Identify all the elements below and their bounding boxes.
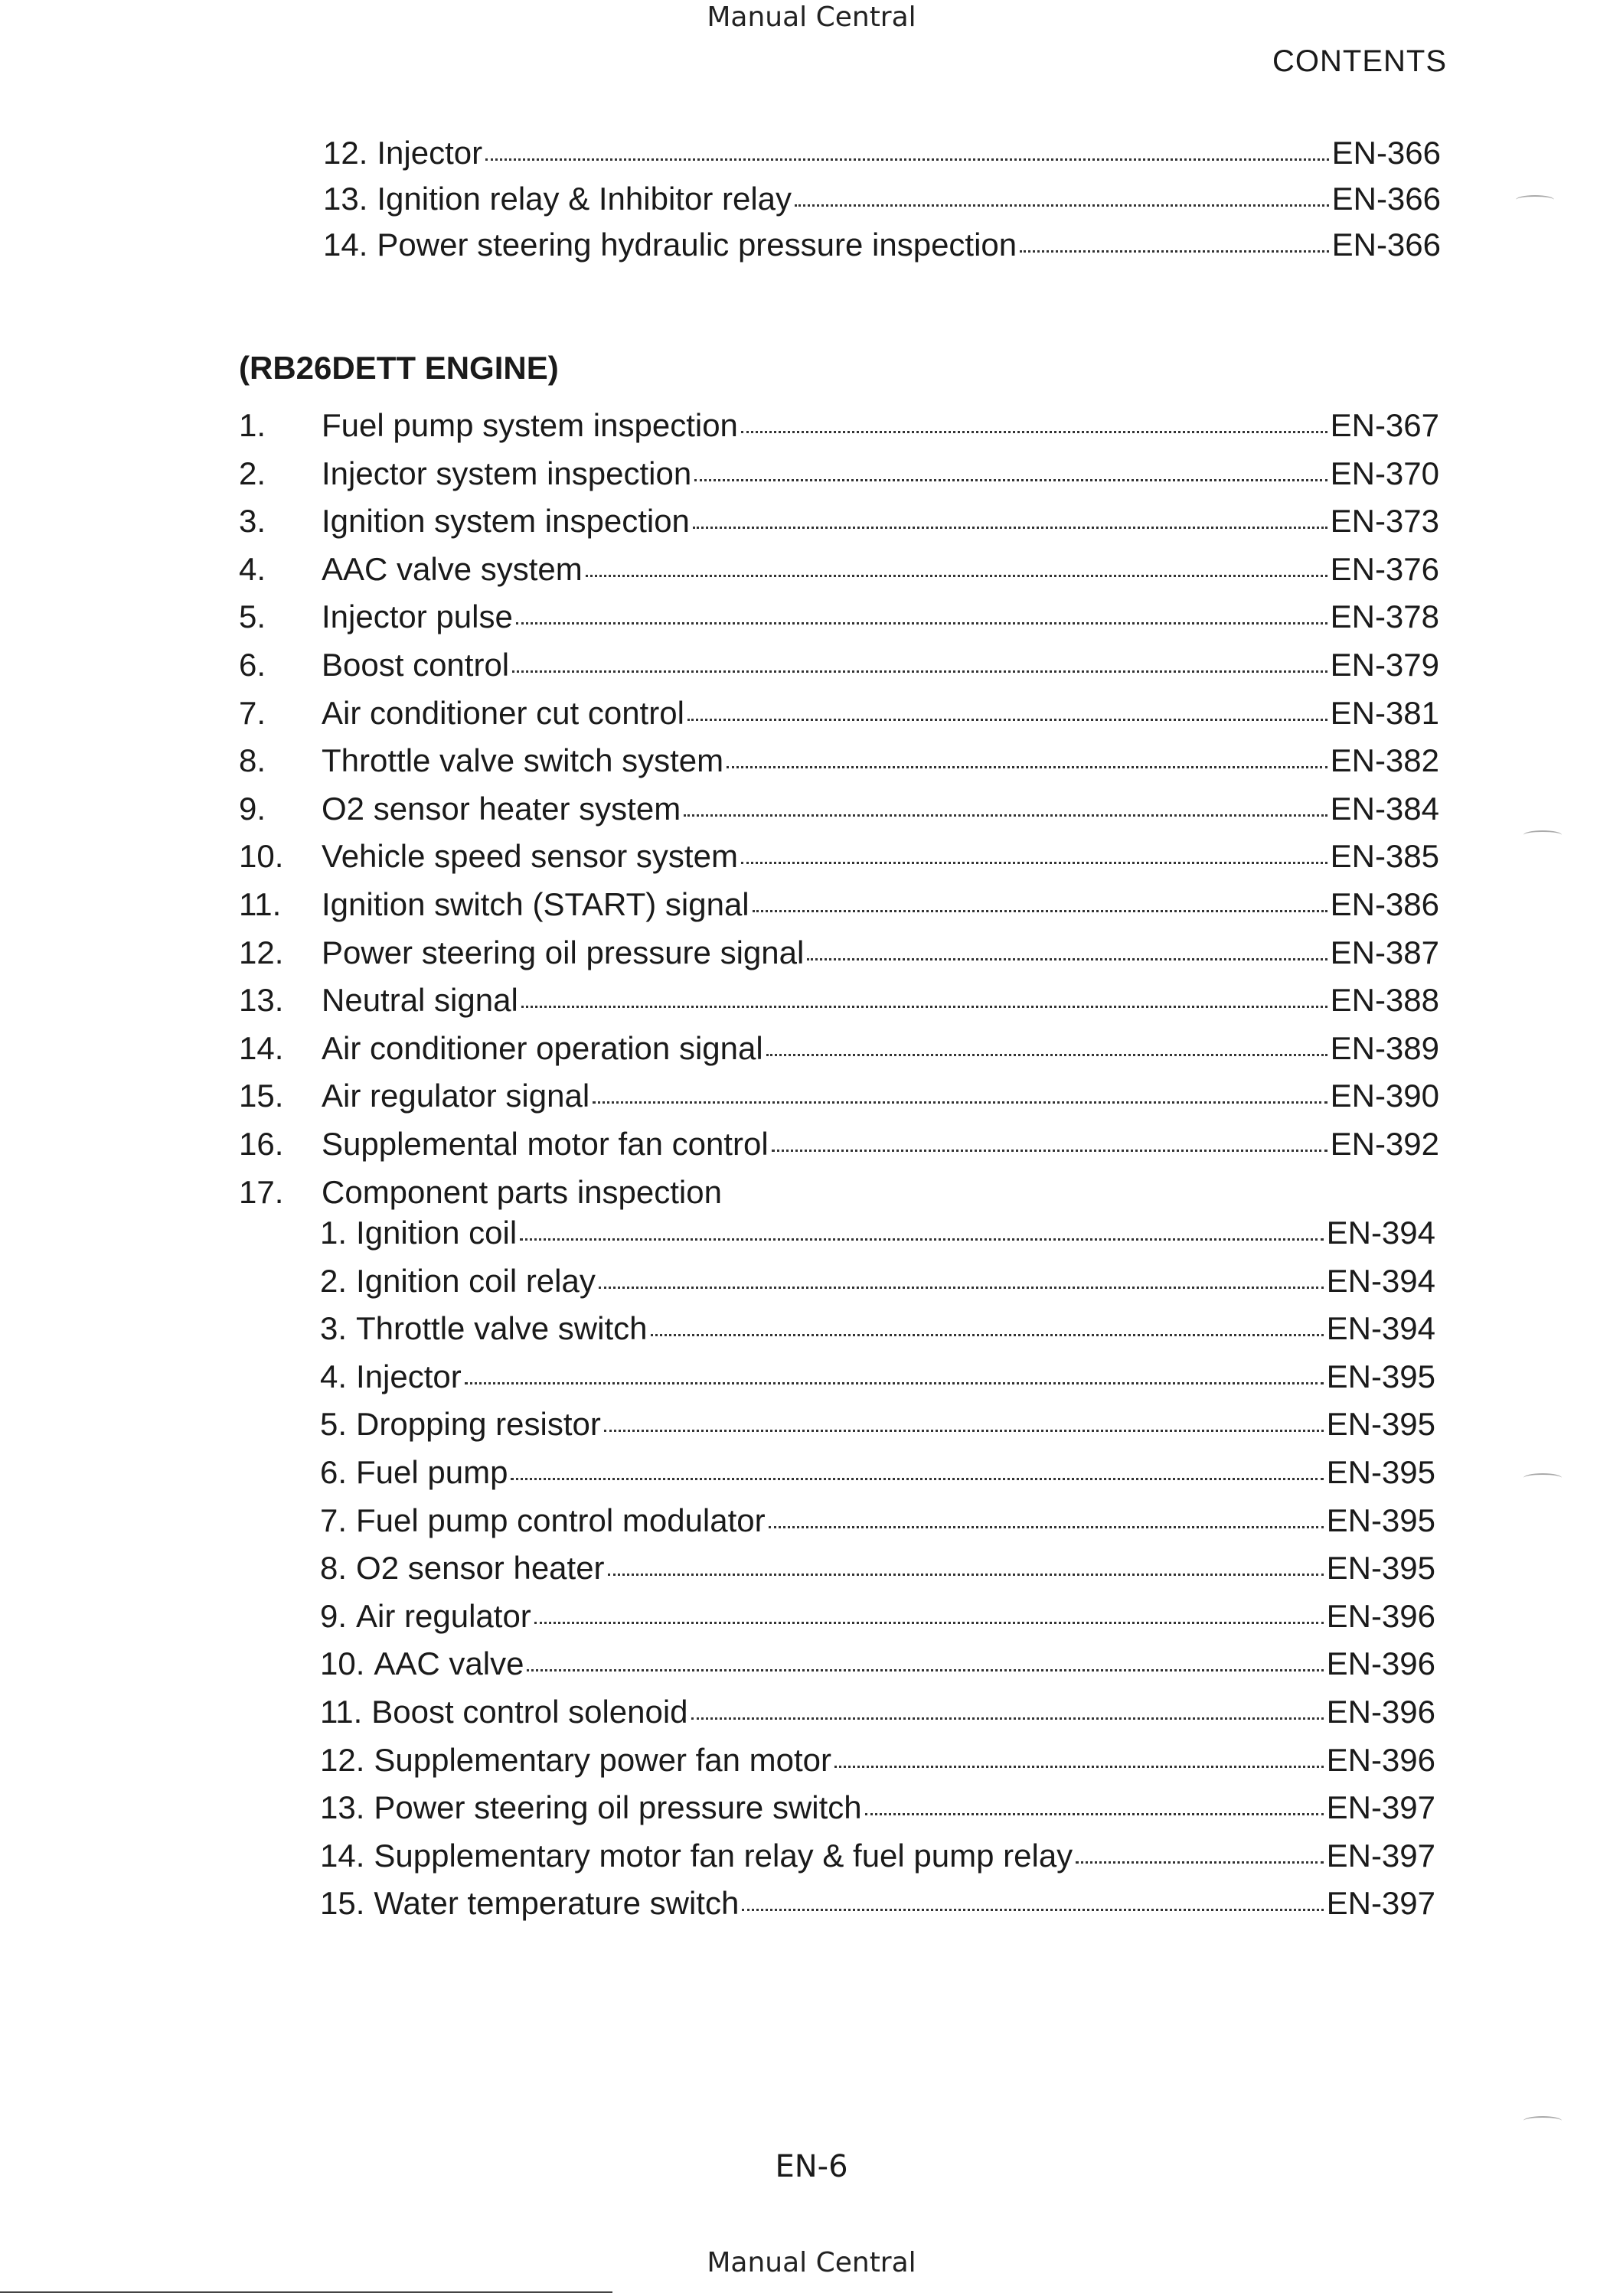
sub-entry — [320, 1596, 1435, 1636]
dot-leader — [742, 1909, 1323, 1911]
main-entry — [239, 741, 1439, 781]
dot-leader — [834, 1766, 1324, 1768]
entry-title: AAC valve system — [322, 550, 583, 587]
watermark-bottom: Manual Central — [707, 2247, 916, 2278]
entry-title: Injector — [377, 135, 483, 171]
sub-entry — [320, 1404, 1435, 1444]
sub-entry — [320, 1261, 1435, 1301]
entry-title: Ignition coil relay — [356, 1262, 596, 1299]
main-entry — [239, 501, 1439, 541]
dot-leader — [865, 1813, 1324, 1815]
dot-leader — [465, 1382, 1324, 1384]
pre-entry — [323, 179, 1441, 219]
entry-title: Component parts inspection — [322, 1173, 722, 1210]
entry-title: Air conditioner cut control — [322, 694, 684, 731]
entry-page-ref: EN-392 — [1330, 1126, 1439, 1162]
entry-page-ref: EN-376 — [1330, 550, 1439, 587]
entry-title: Supplementary motor fan relay & fuel pump relay — [374, 1837, 1073, 1874]
entry-number: 15. — [239, 1078, 284, 1114]
page-number: EN-6 — [775, 2149, 848, 2184]
entry-number: 8. — [320, 1550, 348, 1587]
main-entry — [239, 933, 1439, 973]
dot-leader — [1020, 250, 1328, 253]
entry-page-ref: EN-386 — [1330, 886, 1439, 922]
dot-leader — [512, 670, 1327, 673]
entry-title: Ignition coil — [356, 1215, 518, 1251]
entry-number: 4. — [320, 1358, 348, 1394]
watermark-top: Manual Central — [707, 2, 916, 33]
dot-leader — [741, 862, 1327, 864]
sub-entry — [320, 1453, 1435, 1492]
dot-leader — [608, 1574, 1324, 1576]
main-entry — [239, 645, 1439, 685]
entry-number: 8. — [239, 742, 266, 779]
entry-page-ref: EN-396 — [1326, 1645, 1435, 1682]
entry-page-ref: EN-397 — [1326, 1885, 1435, 1922]
section-header: CONTENTS — [1272, 44, 1447, 78]
dot-leader — [516, 622, 1327, 625]
entry-number: 5. — [320, 1406, 348, 1443]
entry-number: 12. — [320, 1741, 365, 1778]
entry-page-ref: EN-396 — [1326, 1694, 1435, 1730]
dot-leader — [753, 910, 1327, 912]
dot-leader — [741, 431, 1327, 433]
entry-number: 6. — [239, 647, 266, 683]
dot-leader — [593, 1101, 1327, 1104]
entry-title: Neutral signal — [322, 982, 518, 1019]
dot-leader — [691, 1717, 1324, 1720]
entry-number: 5. — [239, 598, 266, 635]
entry-number: 3. — [320, 1310, 348, 1347]
entry-number: 9. — [320, 1597, 348, 1634]
sub-entry — [320, 1740, 1435, 1780]
sub-entry — [320, 1309, 1435, 1349]
entry-page-ref: EN-394 — [1326, 1262, 1435, 1299]
entry-number: 12. — [323, 135, 368, 171]
entry-title: Boost control — [322, 647, 510, 683]
main-entry — [239, 454, 1439, 494]
entry-page-ref: EN-366 — [1331, 181, 1441, 217]
entry-page-ref: EN-395 — [1326, 1358, 1435, 1394]
entry-title: Fuel pump control modulator — [356, 1502, 766, 1538]
entry-page-ref: EN-385 — [1330, 838, 1439, 875]
scan-mark — [1516, 195, 1554, 204]
entry-page-ref: EN-366 — [1331, 227, 1441, 263]
entry-title: Water temperature switch — [374, 1885, 740, 1922]
sub-entry — [320, 1692, 1435, 1732]
entry-page-ref: EN-384 — [1330, 790, 1439, 827]
dot-leader — [651, 1334, 1324, 1336]
entry-number: 4. — [239, 550, 266, 587]
dot-leader — [694, 479, 1327, 481]
entry-number: 9. — [239, 790, 266, 827]
dot-leader — [521, 1006, 1327, 1008]
pre-entry — [323, 133, 1441, 173]
dot-leader — [599, 1287, 1324, 1289]
dot-leader — [795, 204, 1329, 207]
entry-number: 10. — [320, 1645, 365, 1682]
dot-leader — [687, 719, 1327, 721]
entry-page-ref: EN-366 — [1331, 135, 1441, 171]
entry-number: 15. — [320, 1885, 365, 1922]
entry-page-ref: EN-389 — [1330, 1029, 1439, 1066]
main-entry — [239, 550, 1439, 589]
entry-title: Supplementary power fan motor — [374, 1741, 832, 1778]
entry-number: 11. — [320, 1694, 363, 1730]
main-entry — [239, 837, 1439, 876]
entry-number: 3. — [239, 503, 266, 540]
entry-page-ref: EN-397 — [1326, 1789, 1435, 1826]
entry-page-ref: EN-395 — [1326, 1406, 1435, 1443]
dot-leader — [511, 1478, 1323, 1480]
entry-page-ref: EN-378 — [1330, 598, 1439, 635]
entry-number: 14. — [323, 227, 368, 263]
entry-title: Ignition system inspection — [322, 503, 690, 540]
bottom-rule — [0, 2291, 612, 2293]
entry-page-ref: EN-381 — [1330, 694, 1439, 731]
entry-title: Fuel pump system inspection — [322, 407, 738, 443]
entry-title: Boost control solenoid — [371, 1694, 688, 1730]
main-entry — [239, 789, 1439, 829]
entry-page-ref: EN-390 — [1330, 1078, 1439, 1114]
scan-mark — [1523, 2116, 1562, 2125]
entry-number: 14. — [320, 1837, 365, 1874]
dot-leader — [727, 766, 1327, 768]
sub-entry — [320, 1501, 1435, 1541]
entry-number: 2. — [320, 1262, 348, 1299]
entry-page-ref: EN-370 — [1330, 455, 1439, 491]
entry-page-ref: EN-394 — [1326, 1310, 1435, 1347]
entry-title: Power steering oil pressure signal — [322, 934, 805, 970]
main-entry — [239, 406, 1439, 445]
main-entry — [239, 597, 1439, 637]
dot-leader — [772, 1150, 1327, 1152]
main-entry — [239, 1076, 1439, 1116]
entry-page-ref: EN-387 — [1330, 934, 1439, 970]
scan-mark — [1523, 830, 1562, 840]
main-entry — [239, 980, 1439, 1020]
entry-title: Throttle valve switch — [356, 1310, 648, 1347]
dot-leader — [693, 527, 1327, 529]
main-entry — [239, 1172, 1439, 1212]
entry-number: 16. — [239, 1126, 284, 1162]
entry-title: Air regulator — [356, 1597, 531, 1634]
main-entry — [239, 885, 1439, 925]
entry-title: Air regulator signal — [322, 1078, 590, 1114]
entry-page-ref: EN-367 — [1330, 407, 1439, 443]
entry-title: Injector pulse — [322, 598, 513, 635]
dot-leader — [1076, 1861, 1323, 1864]
entry-title: AAC valve — [374, 1645, 524, 1682]
entry-title: Dropping resistor — [356, 1406, 601, 1443]
pre-entry — [323, 225, 1441, 265]
dot-leader — [769, 1526, 1324, 1528]
entry-number: 10. — [239, 838, 284, 875]
entry-title: Fuel pump — [356, 1454, 508, 1490]
entry-number: 7. — [239, 694, 266, 731]
sub-entry — [320, 1548, 1435, 1588]
dot-leader — [520, 1238, 1323, 1241]
entry-page-ref: EN-397 — [1326, 1837, 1435, 1874]
dot-leader — [604, 1430, 1324, 1432]
entry-page-ref: EN-396 — [1326, 1597, 1435, 1634]
entry-title: O2 sensor heater system — [322, 790, 681, 827]
entry-title: Ignition switch (START) signal — [322, 886, 749, 922]
entry-page-ref: EN-373 — [1330, 503, 1439, 540]
entry-page-ref: EN-394 — [1326, 1215, 1435, 1251]
sub-entry — [320, 1644, 1435, 1684]
sub-entry — [320, 1883, 1435, 1923]
dot-leader — [534, 1622, 1324, 1624]
entry-page-ref: EN-396 — [1326, 1741, 1435, 1778]
main-entry — [239, 1029, 1439, 1068]
entry-title: Injector system inspection — [322, 455, 692, 491]
entry-page-ref: EN-388 — [1330, 982, 1439, 1019]
main-entry — [239, 1124, 1439, 1164]
entry-number: 17. — [239, 1173, 284, 1210]
dot-leader — [807, 958, 1327, 960]
entry-number: 13. — [239, 982, 284, 1019]
entry-number: 1. — [239, 407, 266, 443]
entry-page-ref: EN-395 — [1326, 1550, 1435, 1587]
sub-entry — [320, 1836, 1435, 1876]
entry-number: 6. — [320, 1454, 348, 1490]
dot-leader — [485, 158, 1328, 161]
entry-number: 2. — [239, 455, 266, 491]
sub-entry — [320, 1788, 1435, 1828]
dot-leader — [527, 1669, 1323, 1671]
entry-title: Ignition relay & Inhibitor relay — [377, 181, 792, 217]
dot-leader — [586, 575, 1327, 577]
sub-entry — [320, 1213, 1435, 1253]
entry-title: Injector — [356, 1358, 462, 1394]
entry-title: Throttle valve switch system — [322, 742, 724, 779]
group-heading: (RB26DETT ENGINE) — [239, 350, 559, 386]
sub-entry — [320, 1357, 1435, 1397]
entry-number: 13. — [323, 181, 368, 217]
scan-mark — [1523, 1473, 1562, 1482]
entry-page-ref: EN-379 — [1330, 647, 1439, 683]
entry-number: 1. — [320, 1215, 348, 1251]
entry-title: O2 sensor heater — [356, 1550, 605, 1587]
main-entry — [239, 693, 1439, 733]
entry-number: 14. — [239, 1029, 284, 1066]
entry-title: Supplemental motor fan control — [322, 1126, 769, 1162]
entry-page-ref: EN-395 — [1326, 1502, 1435, 1538]
dot-leader — [684, 814, 1327, 817]
entry-title: Power steering hydraulic pressure inspection — [377, 227, 1017, 263]
entry-title: Air conditioner operation signal — [322, 1029, 763, 1066]
entry-page-ref: EN-382 — [1330, 742, 1439, 779]
dot-leader — [766, 1054, 1327, 1056]
entry-page-ref: EN-395 — [1326, 1454, 1435, 1490]
entry-number: 13. — [320, 1789, 365, 1826]
entry-title: Vehicle speed sensor system — [322, 838, 738, 875]
entry-number: 12. — [239, 934, 284, 970]
entry-title: Power steering oil pressure switch — [374, 1789, 862, 1826]
entry-number: 11. — [239, 886, 282, 922]
entry-number: 7. — [320, 1502, 348, 1538]
